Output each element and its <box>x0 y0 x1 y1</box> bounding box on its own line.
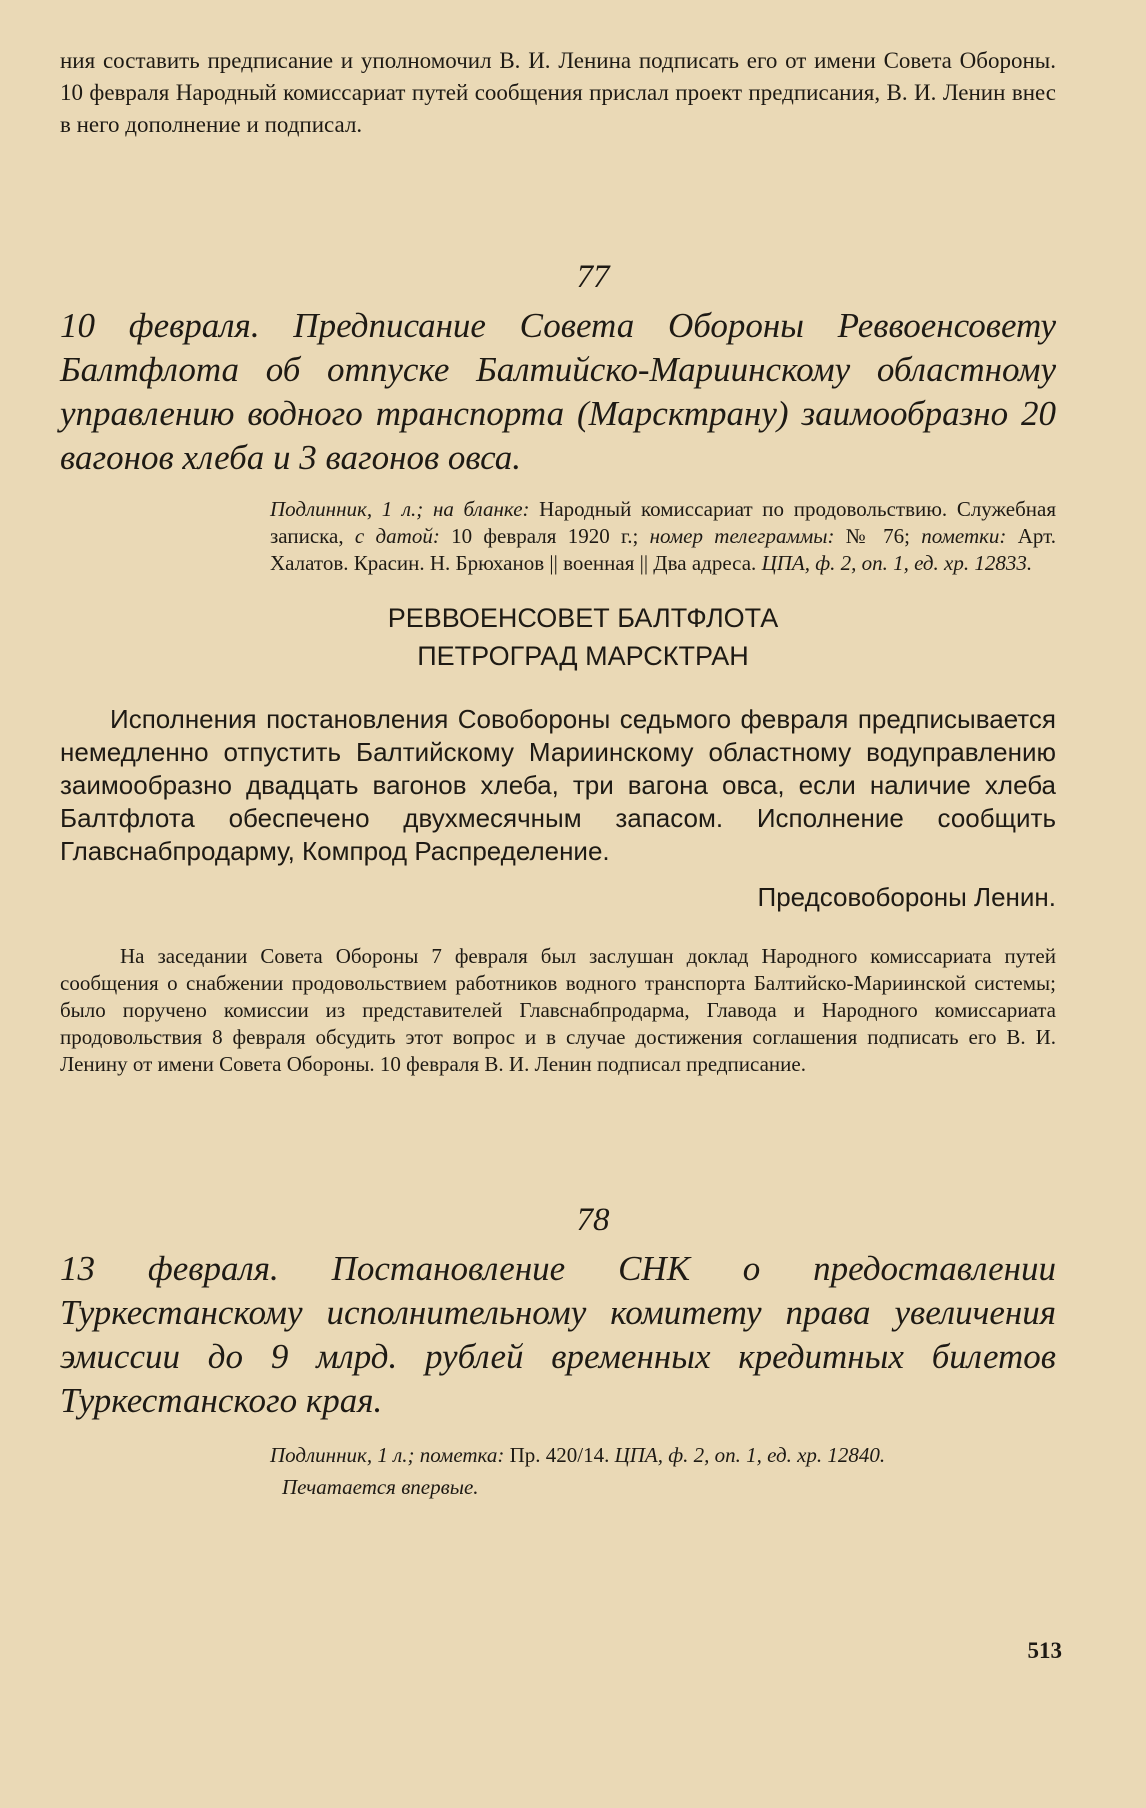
archival-note <box>270 1441 1056 1469</box>
archival-label: пометки: <box>921 524 1007 548</box>
address-line: РЕВВОЕНСОВЕТ БАЛТФЛОТА <box>387 603 779 633</box>
signature: Предсовобороны Ленин. <box>757 882 1056 912</box>
archival-text: Арт. Халатов. Красин. Н. Брюханов || военная || Два адреса. <box>270 524 1056 575</box>
document-title: 13 февраля. Постановление СНК о предоставлении Туркестанскому исполнительному комитету права увеличения эмиссии до 9 млрд. рублей временных кредитных билетов Туркестанского края. <box>60 1249 1056 1420</box>
archival-note <box>270 496 1056 577</box>
archival-label: Подлинник, 1 л.; на бланке: <box>270 497 530 521</box>
archival-label: Подлинник, 1 л.; пометка: <box>270 1443 505 1467</box>
spacer <box>60 141 1056 259</box>
telegram-address <box>60 599 1056 675</box>
document-number: 77 <box>576 259 610 295</box>
editorial-note: На заседании Совета Обороны 7 февраля был заслушан доклад Народного комиссариата путей сообщения о снабжении продовольствием работников водного транспорта Балтийско-Мариинской системы; было поручено комиссии из представителей Главснабпродарма, Главода и Народного комиссариата продовольствия 8 февраля обсудить этот вопрос и в случае достижения соглашения подписать его В. И. Ленину от имени Совета Обороны. 10 февраля В. И. Ленин подписал предписание. <box>60 944 1056 1076</box>
archival-reference: ЦПА, ф. 2, оп. 1, ед. хр. 12840. <box>614 1443 886 1467</box>
continued-paragraph: ния составить предписание и уполномочил В. И. Ленина подписать его от имени Совета Обороны. 10 февраля Народный комиссариат путей сообщения прислал проект предписания, В. И. Ленин внес в него дополнение и подписал. <box>60 48 1056 137</box>
archival-text: 10 февраля 1920 г.; <box>439 524 650 548</box>
archival-text: Пр. 420/14. <box>504 1443 615 1467</box>
telegram-text: Исполнения постановления Совобороны седьмого февраля предписывается немедленно отпустить Балтийскому Мариинскому областному водуправлению заимообразно двадцать вагонов хлеба, три вагона овса, если наличие хлеба Балтфлота обеспечено двухмесячным запасом. Исполнение сообщить Главснабпродарму, Компрод Распределение. <box>60 704 1056 866</box>
archival-reference: ЦПА, ф. 2, оп. 1, ед. хр. 12833. <box>761 551 1033 575</box>
archival-text: № 76; <box>834 524 922 548</box>
archival-text: Народный комиссариат по продовольствию. Служебная записка, <box>270 497 1056 548</box>
printed-first-note: Печатается впервые. <box>282 1475 479 1499</box>
archival-label: с датой: <box>354 524 440 548</box>
page-number: 513 <box>1027 1638 1062 1663</box>
document-number: 78 <box>576 1202 610 1238</box>
document-title: 10 февраля. Предписание Совета Обороны Реввоенсовету Балтфлота об отпуске Балтийско-Мариинскому областному управлению водного транспорта (Марсктрану) заимообразно 20 вагонов хлеба и 3 вагонов овса. <box>60 306 1056 477</box>
address-line: ПЕТРОГРАД МАРСКТРАН <box>417 641 749 671</box>
archival-label: номер телеграммы: <box>649 524 835 548</box>
spacer <box>60 1078 1056 1202</box>
